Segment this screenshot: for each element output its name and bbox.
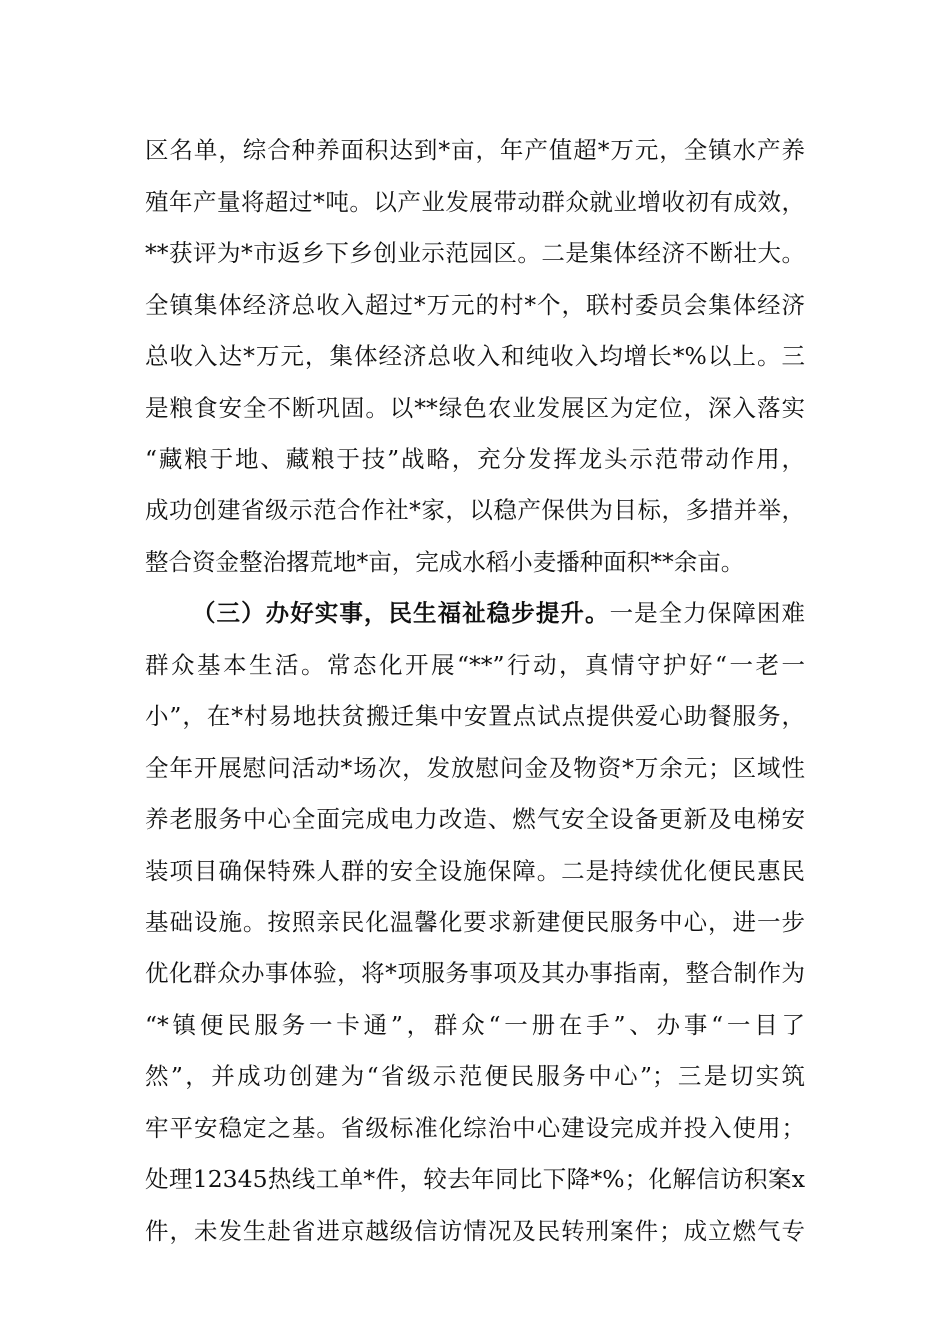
paragraph-line: 小”，在*村易地扶贫搬迁集中安置点试点提供爱心助餐服务， [145, 702, 805, 730]
paragraph-line: “*镇便民服务一卡通”，群众“一册在手”、办事“一目了 [145, 1011, 805, 1039]
paragraph-line: 基础设施。按照亲民化温馨化要求新建便民服务中心，进一步 [145, 908, 805, 936]
paragraph-line: 全镇集体经济总收入超过*万元的村*个，联村委员会集体经济 [145, 291, 805, 319]
section-first-line-text: 一是全力保障困难 [609, 599, 805, 627]
paragraph-line: 区名单，综合种养面积达到*亩，年产值超*万元，全镇水产养 [145, 136, 805, 164]
paragraph-line: “藏粮于地、藏粮于技”战略，充分发挥龙头示范带动作用， [145, 445, 805, 473]
paragraph-line: 成功创建省级示范合作社*家，以稳产保供为目标，多措并举， [145, 496, 805, 524]
paragraph-line: 装项目确保特殊人群的安全设施保障。二是持续优化便民惠民 [145, 857, 805, 885]
paragraph-line: 优化群众办事体验，将*项服务事项及其办事指南，整合制作为 [145, 959, 805, 987]
paragraph-line: 件，未发生赴省进京越级信访情况及民转刑案件；成立燃气专 [145, 1217, 805, 1245]
paragraph-line: 群众基本生活。常态化开展“**”行动，真情守护好“一老一 [145, 651, 805, 679]
section-heading-line [192, 591, 805, 635]
paragraph-line: **获评为*市返乡下乡创业示范园区。二是集体经济不断壮大。 [145, 239, 805, 267]
paragraph-line: 是粮食安全不断巩固。以**绿色农业发展区为定位，深入落实 [145, 394, 805, 422]
paragraph-line: 牢平安稳定之基。省级标准化综治中心建设完成并投入使用； [145, 1114, 805, 1142]
paragraph-line: 整合资金整治撂荒地*亩，完成水稻小麦播种面积**余亩。 [145, 548, 745, 576]
paragraph-line: 然”，并成功创建为“省级示范便民服务中心”；三是切实筑 [145, 1062, 805, 1090]
paragraph-line: 总收入达*万元，集体经济总收入和纯收入均增长*%以上。三 [145, 342, 805, 370]
paragraph-line: 全年开展慰问活动*场次，发放慰问金及物资*万余元；区域性 [145, 754, 805, 782]
paragraph-line: 殖年产量将超过*吨。以产业发展带动群众就业增收初有成效， [145, 188, 805, 216]
paragraph-line: 养老服务中心全面完成电力改造、燃气安全设备更新及电梯安 [145, 805, 805, 833]
section-heading: （三）办好实事，民生福祉稳步提升。 [192, 599, 610, 627]
paragraph-line: 处理12345热线工单*件，较去年同比下降*%；化解信访积案x [145, 1165, 805, 1193]
